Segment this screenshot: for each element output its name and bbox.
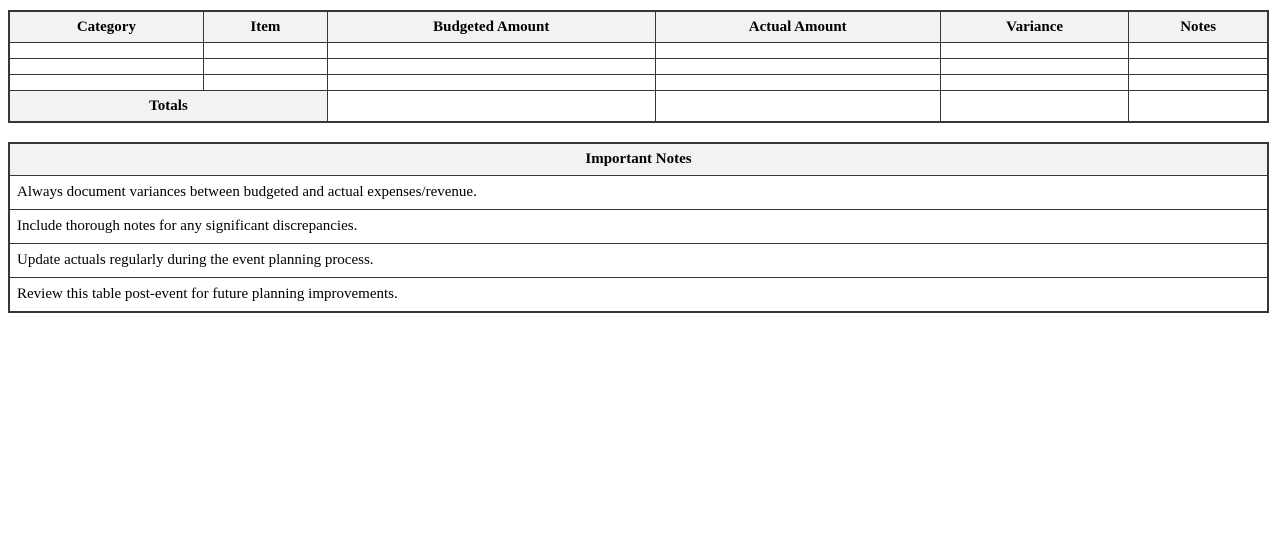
header-budgeted-amount: Budgeted Amount	[327, 11, 655, 43]
totals-notes-cell	[1129, 91, 1268, 123]
note-row	[9, 176, 1268, 210]
header-category: Category	[9, 11, 203, 43]
note-cell: Review this table post-event for future planning improvements.	[9, 278, 1268, 313]
budget-cell	[203, 43, 327, 59]
budget-cell	[655, 75, 940, 91]
budget-cell	[327, 59, 655, 75]
budget-header-row	[9, 11, 1268, 43]
note-cell: Include thorough notes for any significant discrepancies.	[9, 210, 1268, 244]
budget-cell	[203, 75, 327, 91]
note-row	[9, 210, 1268, 244]
budget-cell	[9, 43, 203, 59]
budget-cell	[1129, 43, 1268, 59]
budget-cell	[9, 75, 203, 91]
budget-empty-row	[9, 59, 1268, 75]
budget-cell	[327, 75, 655, 91]
header-item: Item	[203, 11, 327, 43]
important-notes-table	[8, 142, 1269, 313]
header-variance: Variance	[940, 11, 1128, 43]
totals-cell: Totals	[9, 91, 327, 123]
budget-cell	[655, 59, 940, 75]
note-row	[9, 278, 1268, 313]
totals-actual-cell	[655, 91, 940, 123]
budget-totals-row	[9, 91, 1268, 123]
budget-cell	[940, 59, 1128, 75]
budget-table	[8, 10, 1269, 123]
header-notes: Notes	[1129, 11, 1268, 43]
budget-cell	[1129, 75, 1268, 91]
budget-cell	[327, 43, 655, 59]
budget-cell	[940, 75, 1128, 91]
budget-cell	[203, 59, 327, 75]
important-notes-header: Important Notes	[9, 143, 1268, 176]
totals-variance-cell	[940, 91, 1128, 123]
budget-cell	[1129, 59, 1268, 75]
totals-budgeted-cell	[327, 91, 655, 123]
budget-cell	[9, 59, 203, 75]
budget-cell	[940, 43, 1128, 59]
budget-empty-row	[9, 75, 1268, 91]
budget-cell	[655, 43, 940, 59]
budget-empty-row	[9, 43, 1268, 59]
note-row	[9, 244, 1268, 278]
note-cell: Update actuals regularly during the event planning process.	[9, 244, 1268, 278]
important-notes-header-row	[9, 143, 1268, 176]
note-cell: Always document variances between budgeted and actual expenses/revenue.	[9, 176, 1268, 210]
header-actual-amount: Actual Amount	[655, 11, 940, 43]
